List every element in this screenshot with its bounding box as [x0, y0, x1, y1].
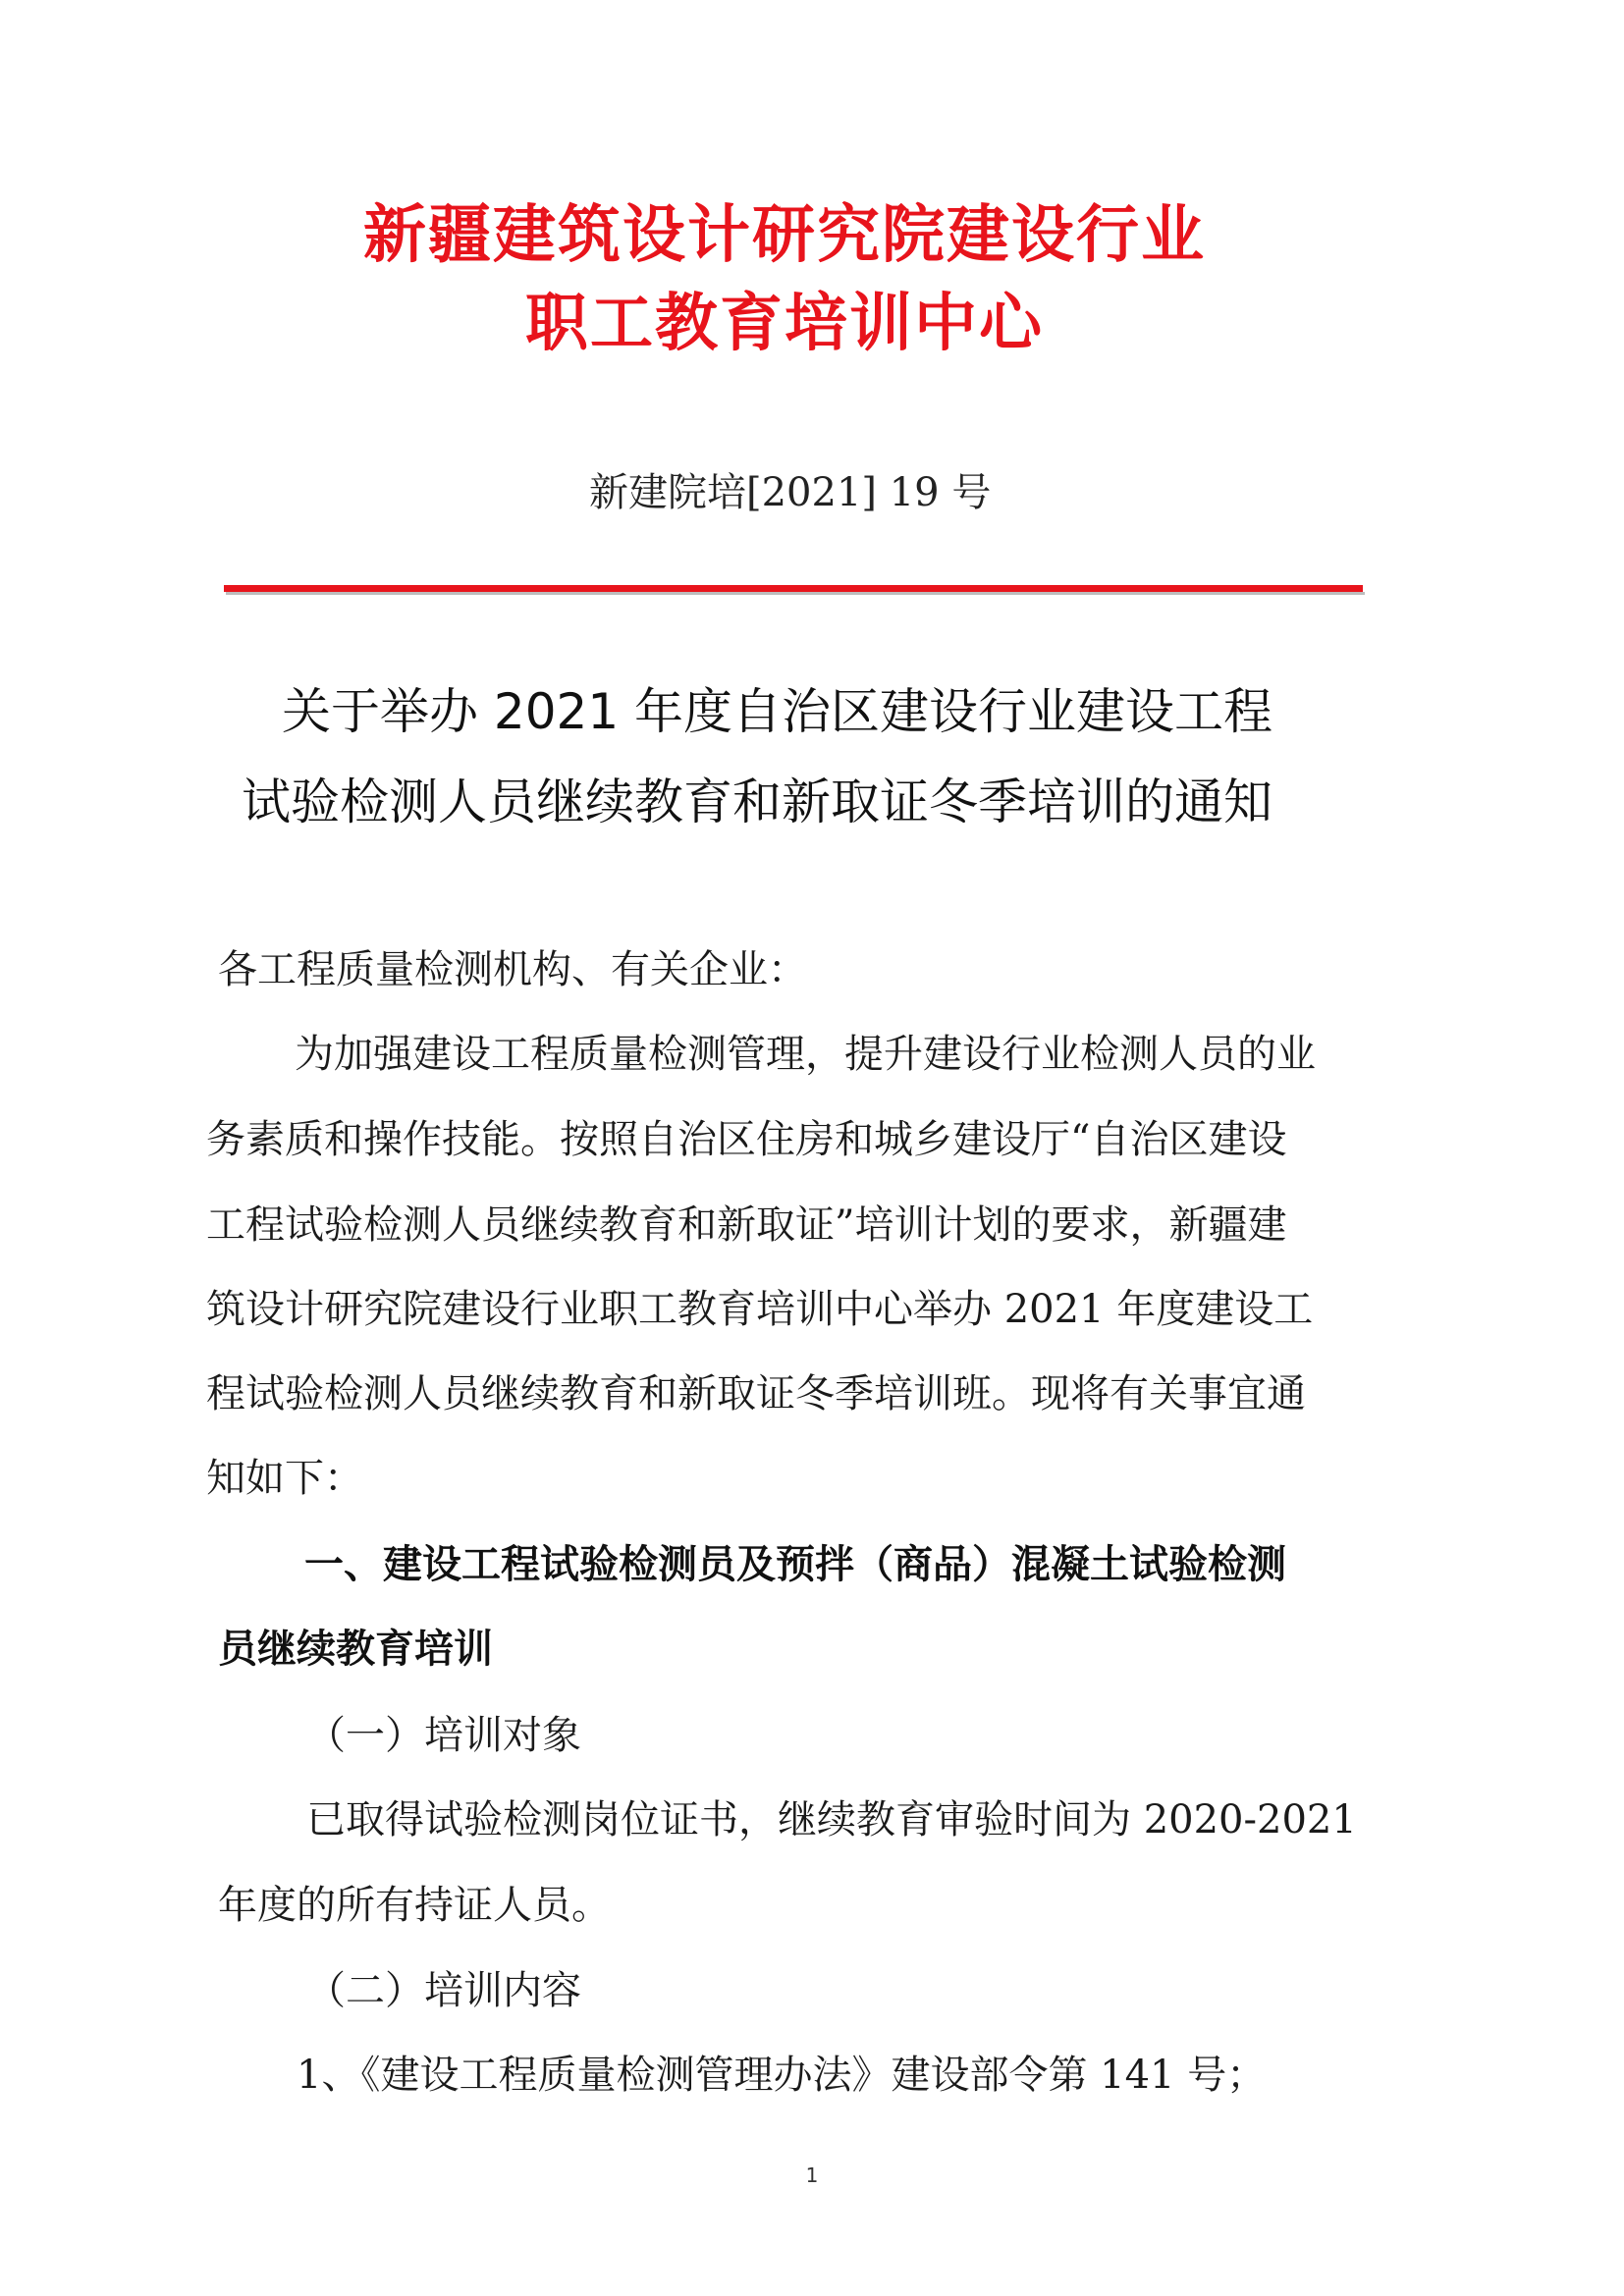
notice-title-line2: 试验检测人员继续教育和新取证冬季培训的通知 [242, 774, 1272, 830]
section1-heading-line1: 一、建设工程试验检测员及预拌（商品）混凝土试验检测 [304, 1542, 1286, 1587]
notice-title-line1: 关于举办 2021 年度自治区建设行业建设工程 [282, 683, 1273, 740]
subsection1-text-line2: 年度的所有持证人员。 [218, 1883, 611, 1928]
salutation: 各工程质量检测机构、有关企业： [218, 947, 807, 992]
organization-title-line2: 职工教育培训中心 [525, 287, 1044, 360]
page-number: 1 [805, 2163, 819, 2187]
intro-line-2: 务素质和操作技能。按照自治区住房和城乡建设厅“自治区建设 [206, 1117, 1287, 1162]
subsection1-heading: （一）培训对象 [306, 1713, 581, 1758]
intro-line-1: 为加强建设工程质量检测管理，提升建设行业检测人员的业 [295, 1032, 1316, 1077]
intro-line-6: 知如下： [206, 1456, 363, 1501]
header-red-divider [224, 585, 1363, 592]
organization-title-line1: 新疆建筑设计研究院建设行业 [363, 198, 1206, 272]
intro-line-4: 筑设计研究院建设行业职工教育培训中心举办 2021 年度建设工 [206, 1287, 1314, 1332]
document-number: 新建院培[2021] 19 号 [589, 470, 992, 515]
subsection2-heading: （二）培训内容 [306, 1968, 581, 2013]
subsection1-text-line1: 已取得试验检测岗位证书，继续教育审验时间为 2020-2021 [306, 1797, 1357, 1842]
section1-heading-line2: 员继续教育培训 [218, 1627, 493, 1672]
header-divider-shadow [226, 592, 1365, 595]
list-item: 1、《建设工程质量检测管理办法》建设部令第 141 号； [297, 2053, 1267, 2098]
intro-line-3: 工程试验检测人员继续教育和新取证”培训计划的要求，新疆建 [206, 1202, 1287, 1248]
intro-line-5: 程试验检测人员继续教育和新取证冬季培训班。现将有关事宜通 [206, 1371, 1306, 1416]
